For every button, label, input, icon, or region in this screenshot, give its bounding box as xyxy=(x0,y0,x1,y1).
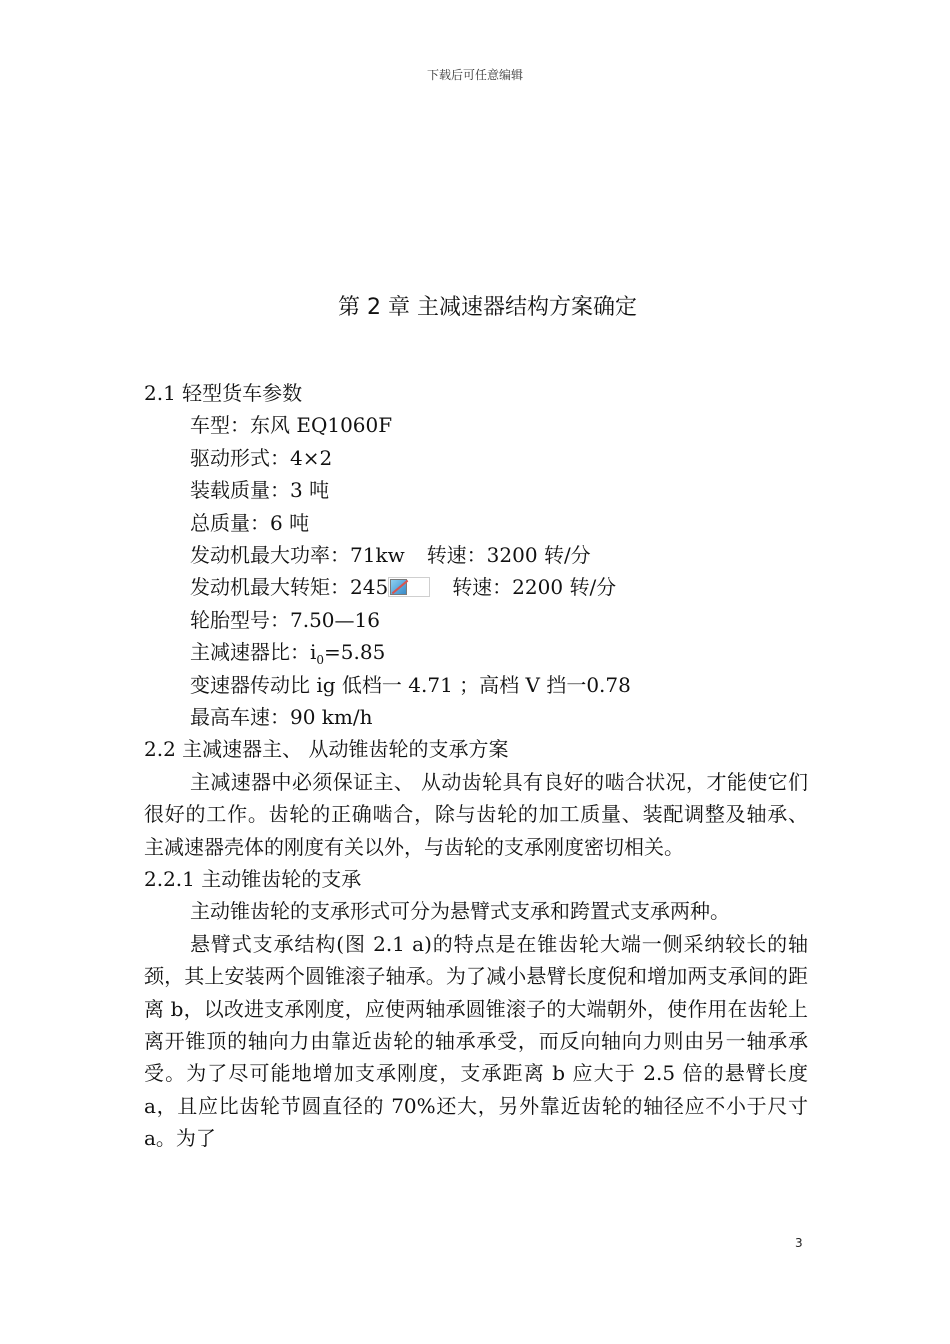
section-2-2-1-paragraph-2: 悬臂式支承结构(图 2.1 a)的特点是在锥齿轮大端一侧采纳较长的轴颈，其上安装两个圆锥滚子轴承。为了减小悬臂长度倪和增加两支承间的距离 b，以改进支承刚度，应使两轴承圆锥滚子的大端朝外，使作用在齿轮上离开锥顶的轴向力由靠近齿轮的轴承承受，而反向轴向力则由另一轴承承受。为了尽可能地增加支承刚度，支承距离 b 应大于 2.5 倍的悬臂长度 a，且应比齿轮节圆直径的 70%还大，另外靠近齿轮的轴径应不小于尺寸 a。为了 xyxy=(144,931,808,1151)
param-tire-model: 轮胎型号：7.50—16 xyxy=(190,607,380,632)
section-heading-2-1: 2.1 轻型货车参数 xyxy=(144,381,303,405)
param-drive-form: 驱动形式：4×2 xyxy=(190,445,333,470)
page-number: 3 xyxy=(795,1236,803,1250)
max-power-text: 发动机最大功率：71kw xyxy=(190,542,405,567)
page-header-note: 下载后可任意编辑 xyxy=(426,68,523,82)
max-torque-speed-text: 转速：2200 转/分 xyxy=(452,575,617,600)
param-vehicle-model: 车型：东风 EQ1060F xyxy=(190,413,393,438)
broken-image-icon xyxy=(388,577,430,597)
param-gearbox-ratio: 变速器传动比 ig 低档一 4.71 ；高档 V 挡一0.78 xyxy=(190,672,631,697)
param-load-mass: 装载质量：3 吨 xyxy=(190,478,330,503)
final-drive-ratio-subscript: 0 xyxy=(316,653,325,668)
max-torque-text: 发动机最大转矩：245 xyxy=(190,575,389,600)
final-drive-ratio-label: 主减速器比：i xyxy=(190,640,317,665)
section-2-2-paragraph: 主减速器中必须保证主、 从动齿轮具有良好的啮合状况，才能使它们很好的工作。齿轮的正确啮合，除与齿轮的加工质量、装配调整及轴承、 主减速器壳体的刚度有关以外，与齿轮的支承刚度密切相关。 xyxy=(144,769,808,859)
max-power-speed-text: 转速：3200 转/分 xyxy=(426,542,591,567)
section-heading-2-2-1: 2.2.1 主动锥齿轮的支承 xyxy=(144,866,362,891)
document-body xyxy=(144,377,808,1155)
chapter-title: 第 2 章 主减速器结构方案确定 xyxy=(338,295,637,320)
param-max-torque xyxy=(144,571,808,603)
param-max-speed: 最高车速：90 km/h xyxy=(190,704,373,729)
param-max-power xyxy=(144,539,808,571)
final-drive-ratio-value: =5.85 xyxy=(324,640,386,665)
param-final-drive-ratio xyxy=(144,636,808,668)
section-heading-2-2: 2.2 主减速器主、 从动锥齿轮的支承方案 xyxy=(144,737,509,762)
param-total-mass: 总质量：6 吨 xyxy=(190,510,310,535)
section-2-2-1-paragraph-1: 主动锥齿轮的支承形式可分为悬臂式支承和跨置式支承两种。 xyxy=(190,899,730,924)
